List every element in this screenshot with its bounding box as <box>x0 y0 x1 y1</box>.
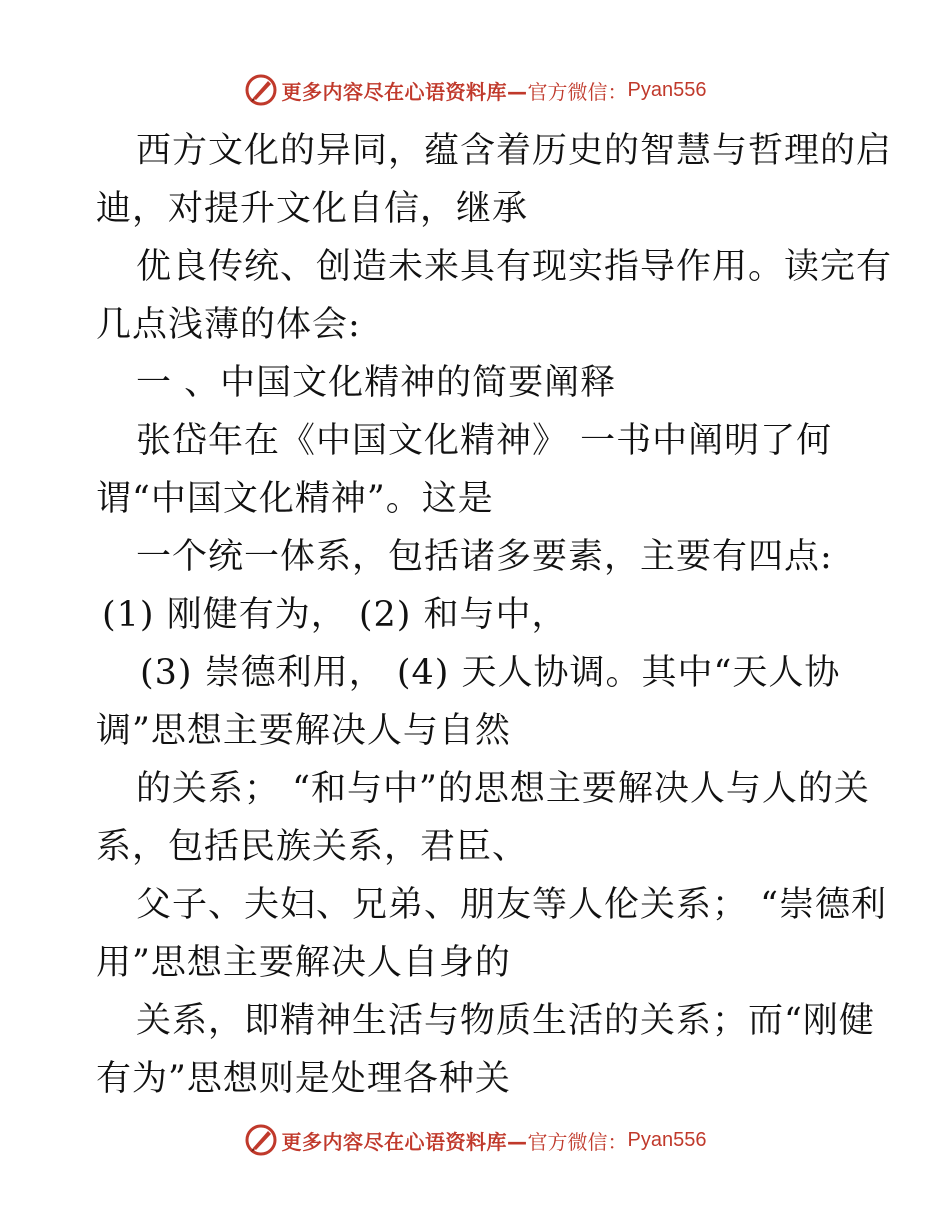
text-line: 系，包括民族关系，君臣、 <box>96 827 529 867</box>
banner-wechat-label: 官方微信： <box>527 1129 628 1154</box>
banner-text: 更多内容尽在心语资料库— <box>281 79 528 104</box>
text-line: 几点浅薄的体会: <box>96 305 361 345</box>
text-line: 的关系； “和与中”的思想主要解决人与人的关 <box>136 769 870 809</box>
document-body <box>96 122 893 1108</box>
header-watermark-banner <box>0 70 950 110</box>
text-line: (1) 刚健有为， (2) 和与中， <box>102 595 568 635</box>
text-line: 一个统一体系，包括诸多要素，主要有四点: <box>136 537 833 577</box>
banner-text: 更多内容尽在心语资料库— <box>281 1129 528 1154</box>
banner-wechat-label: 官方微信： <box>527 79 628 104</box>
text-line: 张岱年在《中国文化精神》 一书中阐明了何 <box>136 421 833 461</box>
text-line: 一 、中国文化精神的简要阐释 <box>136 363 617 403</box>
pen-in-circle-logo-icon <box>244 73 278 107</box>
text-line: 父子、夫妇、兄弟、朋友等人伦关系； “崇德利 <box>136 885 888 925</box>
banner-wechat-id: Pyan556 <box>627 78 707 101</box>
text-line: 西方文化的异同，蕴含着历史的智慧与哲理的启 <box>136 131 893 171</box>
text-line: 调”思想主要解决人与自然 <box>96 711 511 751</box>
text-line: 迪，对提升文化自信，继承 <box>96 189 529 229</box>
text-line: 用”思想主要解决人自身的 <box>96 943 511 983</box>
text-line: (3) 崇德利用， (4) 天人协调。其中“天人协 <box>140 653 841 693</box>
text-line: 谓“中国文化精神”。这是 <box>96 479 494 519</box>
text-line: 优良传统、创造未来具有现实指导作用。读完有 <box>136 247 893 287</box>
pen-in-circle-logo-icon <box>244 1123 278 1157</box>
footer-watermark-banner <box>0 1120 950 1160</box>
banner-wechat-id: Pyan556 <box>627 1128 707 1151</box>
text-line: 有为”思想则是处理各种关 <box>96 1059 511 1099</box>
text-line: 关系，即精神生活与物质生活的关系；而“刚健 <box>136 1001 875 1041</box>
